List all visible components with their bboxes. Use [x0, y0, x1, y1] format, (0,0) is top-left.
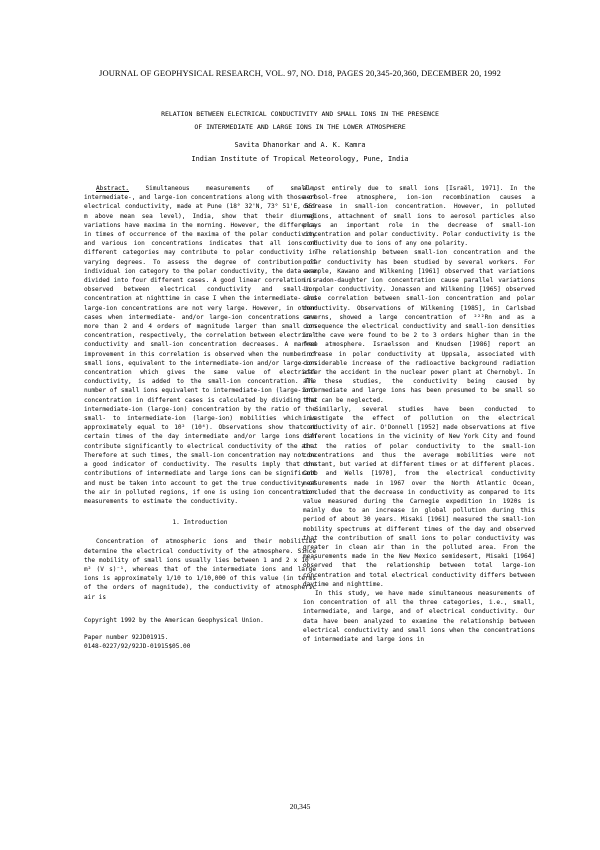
copyright-notice: Copyright 1992 by the American Geophysical Union. [84, 616, 264, 624]
right-paragraph-3: Similarly, several studies have been conducted to investigate the effect of pollution on the electrical conductivity of air. O'Donnell [1952] made observations at five different locations in the vicinity of New York City and found that the ratios of polar conductivity to the small-ion concentrations and thus the average mobilities were not constant, but varied at different times or at different places. Cobb and Wells [1970], from the electrical conductivity measurements made in 1967 over the North Atlantic Ocean, concluded that the decrease in conductivity as compared to its value measured during the Carnegie expedition in 1920s is mainly due to an increase in global pollution during this period of about 30 years. Misaki [1961] measured the small-ion mobility spectrums at different times of the day and observed that the contribution of small ions to polar conductivity was greater in clean air than in the polluted area. From the measurements made in the New Mexico semidesert, Misaki [1964] observed that the relationship between total large-ion concentration and total electrical conductivity differs between daytime and nighttime. [303, 405, 535, 588]
section-heading-introduction: 1. Introduction [172, 519, 228, 527]
right-paragraph-2: The relationship between small-ion concentration and the polar conductivity has been studied by several workers. For example, Kawano and Wilkening [1961] observed that variations in radon-daughter ion concentration cause parallel variations in polar conductivity. Jonassen and Wilkening [1965] observed close correlation between small-ion concentration and polar conductivity. Observations of Wilkening [1985], in Carlsbad caverns, showed a large concentration of ²²²Rn and as a consequence the electrical conductivity and small-ion densities in the cave were found to be 2 to 3 orders higher than in the free atmosphere. Israelsson and Knudsen [1986] report an increase in polar conductivity at Uppsala, associated with considerable increase of the radioactive background radiation after the accident in the nuclear power plant at Chernobyl. In all these studies, the conductivity being caused by intermediate and large ions has been presumed to be small so that can be neglected. [303, 249, 535, 404]
affiliation: Indian Institute of Tropical Meteorology, Pune, India [191, 155, 409, 163]
title-line-1: RELATION BETWEEN ELECTRICAL CONDUCTIVITY AND SMALL IONS IN THE PRESENCE [161, 110, 439, 118]
left-column [84, 184, 316, 651]
abstract-text: Simultaneous measurements of small-, intermediate-, and large-ion concentrations along with those of electrical conductivity, made at Pune (18° 32'N, 73° 51'E, 559 m above mean sea level), India, show that their diurnal variations have maxima in the morning. However, the difference in times of occurrence of the maxima of the polar conductivity and various ion concentrations indicates that all ions of different categories may contribute to polar conductivity in varying degrees. To assess the degree of contribution of individual ion category to the polar conductivity, the data are divided into four different cases. A good linear correlation is observed between electrical conductivity and small-ion concentration at nighttime in case I when the intermediate- and large-ion concentrations are not very large. However, in other cases when intermediate- and/or large-ion concentrations are more than 2 and 4 orders of magnitude larger than small ion concentration, respectively, the correlation between electrical conductivity and small-ion concentration decreases. A marked improvement in this correlation is observed when the number of small ions, equivalent to the intermediate-ion and/or large-ion concentration which gives the same value of electrical conductivity, is added to the small-ion concentration. The number of small ions equivalent to intermediate-ion (large-ion) concentration in different cases is calculated by dividing the intermediate-ion (large-ion) concentration by the ratio of the small- to intermediate-ion (large-ion) mobilities which is approximately equal to 10² (10⁴). Observations show that at certain times of the day intermediate and/or large ions can contribute significantly to electrical conductivity of the air. Therefore at such times, the small-ion concentration may not be a good indicator of conductivity. The results imply that the contributions of intermediate and large ions can be significant and must be taken into account to get the true conductivity of the air in polluted regions, if one is using ion concentration measurements to estimate the conductivity. [84, 185, 317, 505]
right-paragraph-1: almost entirely due to small ions [Israël, 1971]. In the aerosol-free atmosphere, ion-ion recombination causes a decrease in small-ion concentration. However, in polluted regions, attachment of small ions to aerosol particles also plays an important role in the decrease of small-ion concentration and polar conductivity. Polar conductivity is the conductivity due to ions of any one polarity. [303, 185, 535, 248]
right-paragraph-4: In this study, we have made simultaneous measurements of ion concentration of all the three categories, i.e., small, intermediate, and large, and of electrical conductivity. Our data have been analyzed to examine the relationship between electrical conductivity and small ions when the concentrations of intermediate and large ions in [303, 589, 535, 643]
journal-header: JOURNAL OF GEOPHYSICAL RESEARCH, VOL. 97, NO. D18, PAGES 20,345-20,360, DECEMBER 20, 1992 [99, 68, 501, 78]
authors: Savita Dhanorkar and A. K. Kamra [234, 141, 366, 149]
abstract-paragraph [84, 184, 316, 506]
title-line-2: OF INTERMEDIATE AND LARGE IONS IN THE LOWER ATMOSPHERE [194, 123, 406, 131]
issn-line: 0148-0227/92/92JD-01915$05.00 [84, 643, 191, 651]
abstract-label: Abstract. [96, 185, 130, 192]
intro-paragraph-1: Concentration of atmospheric ions and their mobilities determine the electrical conductivity of the atmosphere. Since the mobility of small ions usually lies between 1 and 2 x 10⁻⁴ m² (V s)⁻¹, whereas that of the intermediate ions and large ions is approximately 1/10 to 1/10,000 of this value (in terms of the orders of magnitude), the conductivity of atmospheric air is [84, 538, 316, 601]
page-number: 20,345 [289, 802, 311, 811]
paper-number: Paper number 92JD01915. [84, 633, 169, 641]
right-column [303, 184, 535, 644]
